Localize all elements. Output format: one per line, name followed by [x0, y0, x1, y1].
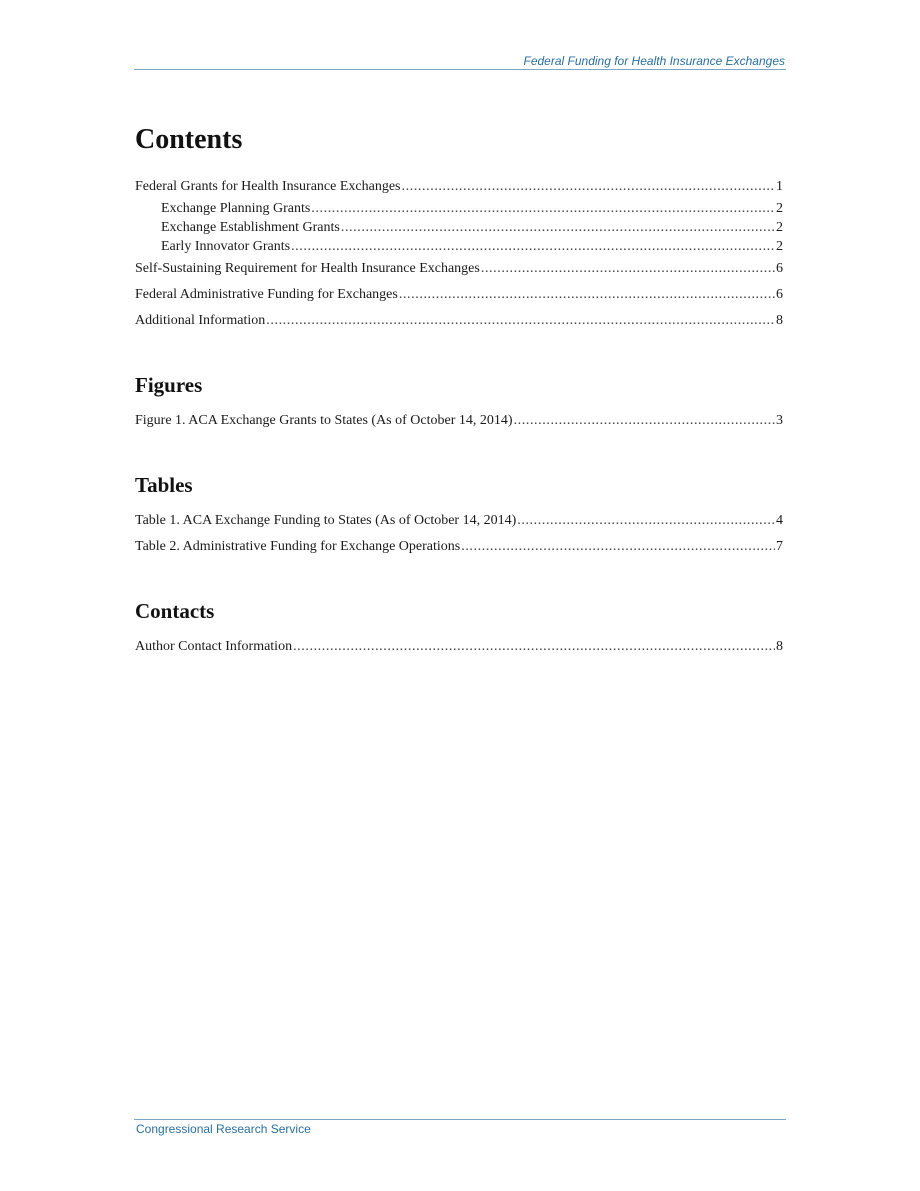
toc-entry[interactable]: [135, 638, 783, 656]
toc-entry-page: 8: [776, 639, 783, 654]
dot-leader: [311, 200, 775, 218]
toc-entry[interactable]: [161, 238, 783, 256]
toc-entry-page: 3: [776, 413, 783, 428]
toc-entry-page: 2: [776, 201, 783, 216]
contents-heading: Contents: [135, 124, 243, 155]
toc-entry[interactable]: [161, 200, 783, 218]
toc-entry-page: 7: [776, 539, 783, 554]
toc-entry-page: 4: [776, 513, 783, 528]
toc-entry-title: Federal Grants for Health Insurance Exchanges: [135, 179, 401, 194]
toc-entry[interactable]: [135, 286, 783, 304]
dot-leader: [481, 260, 775, 278]
footer-text: Congressional Research Service: [136, 1122, 311, 1136]
toc-entry[interactable]: [135, 178, 783, 196]
dot-leader: [402, 178, 775, 196]
toc-entry-title: Self-Sustaining Requirement for Health Insurance Exchanges: [135, 261, 480, 276]
toc-entry[interactable]: [135, 412, 783, 430]
toc-entry-page: 1: [776, 179, 783, 194]
toc-entry[interactable]: [135, 512, 783, 530]
toc-entry-title: Table 2. Administrative Funding for Exchange Operations: [135, 539, 461, 554]
toc-entry-title: Author Contact Information: [135, 639, 293, 654]
running-header: Federal Funding for Health Insurance Exchanges: [523, 54, 785, 68]
toc-entry-title: Federal Administrative Funding for Exchanges: [135, 287, 398, 302]
dot-leader: [341, 219, 775, 237]
footer-rule: [134, 1119, 786, 1120]
toc-entry[interactable]: [135, 538, 783, 556]
toc-entry-title: Table 1. ACA Exchange Funding to States (As of October 14, 2014): [135, 513, 517, 528]
toc-entry-title: Exchange Planning Grants: [161, 201, 311, 216]
toc-entry-title: Early Innovator Grants: [161, 239, 291, 254]
toc-entry[interactable]: [135, 260, 783, 278]
dot-leader: [291, 238, 775, 256]
toc-entry[interactable]: [161, 219, 783, 237]
dot-leader: [461, 538, 775, 556]
dot-leader: [517, 512, 775, 530]
figures-heading: Figures: [135, 373, 203, 397]
dot-leader: [293, 638, 775, 656]
toc-entry-title: Exchange Establishment Grants: [161, 220, 340, 235]
header-rule: [134, 69, 786, 70]
toc-entry-page: 2: [776, 220, 783, 235]
toc-entry-page: 8: [776, 313, 783, 328]
contacts-heading: Contacts: [135, 599, 215, 623]
toc-entry-title: Figure 1. ACA Exchange Grants to States (As of October 14, 2014): [135, 413, 513, 428]
dot-leader: [266, 312, 775, 330]
toc-entry-page: 6: [776, 287, 783, 302]
tables-heading: Tables: [135, 473, 193, 497]
dot-leader: [399, 286, 775, 304]
toc-entry-title: Additional Information: [135, 313, 266, 328]
toc-entry-page: 2: [776, 239, 783, 254]
toc-entry-page: 6: [776, 261, 783, 276]
dot-leader: [514, 412, 775, 430]
toc-entry[interactable]: [135, 312, 783, 330]
